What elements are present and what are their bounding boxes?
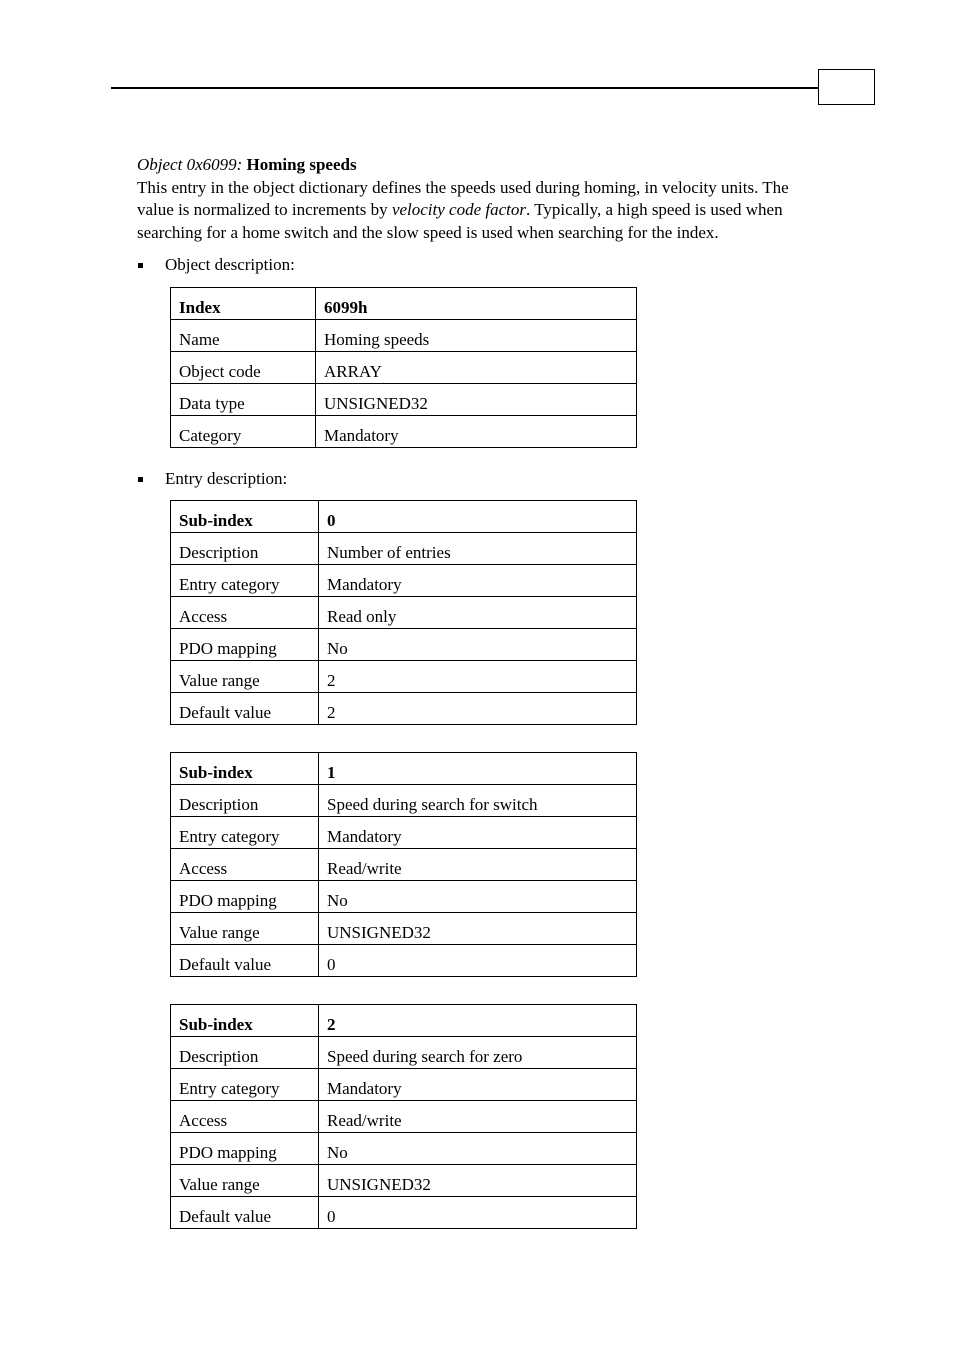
row-value: 0 (319, 1197, 637, 1229)
object-id: Object 0x6099: (137, 155, 243, 174)
row-value: UNSIGNED32 (319, 913, 637, 945)
entry-description-label: Entry description: (137, 468, 797, 491)
row-value: 2 (319, 1005, 637, 1037)
row-value: Read/write (319, 1101, 637, 1133)
intro-text-2: . Typically, a high speed is used when searching for a home switch and the slow speed is used when searching for the index. (137, 200, 783, 243)
table-row (171, 785, 637, 817)
table-spacer (137, 977, 797, 1004)
row-key: Description (171, 785, 319, 817)
row-key: Access (171, 1101, 319, 1133)
header-rule (111, 87, 819, 89)
row-key: Default value (171, 1197, 319, 1229)
row-key: PDO mapping (171, 881, 319, 913)
row-value: Mandatory (319, 817, 637, 849)
row-key: Sub-index (171, 501, 319, 533)
row-key: Entry category (171, 565, 319, 597)
row-value: Homing speeds (316, 319, 637, 351)
intro-emphasis: velocity code factor (391, 200, 526, 220)
row-key: Description (171, 533, 319, 565)
row-value: ARRAY (316, 351, 637, 383)
object-description-label: Object description: (137, 254, 797, 277)
table-row (171, 753, 637, 785)
table-row (171, 1197, 637, 1229)
row-key: Access (171, 849, 319, 881)
entry-table-subindex-0 (170, 500, 637, 725)
table-row (171, 1101, 637, 1133)
row-key: Object code (171, 351, 316, 383)
table-row (171, 1037, 637, 1069)
table-row (171, 501, 637, 533)
table-row (171, 817, 637, 849)
table-row (171, 383, 637, 415)
row-key: Category (171, 415, 316, 447)
row-value: Speed during search for zero (319, 1037, 637, 1069)
row-key: PDO mapping (171, 629, 319, 661)
row-value: No (319, 629, 637, 661)
row-value: No (319, 1133, 637, 1165)
row-value: 2 (319, 693, 637, 725)
table-row (171, 1069, 637, 1101)
entry-table-subindex-1 (170, 752, 637, 977)
row-key: Entry category (171, 1069, 319, 1101)
row-key: Value range (171, 661, 319, 693)
row-key: Index (171, 287, 316, 319)
row-key: Sub-index (171, 1005, 319, 1037)
table-row (171, 597, 637, 629)
entry-table-subindex-2 (170, 1004, 637, 1229)
row-key: Description (171, 1037, 319, 1069)
table-row (171, 945, 637, 977)
row-key: Data type (171, 383, 316, 415)
row-key: Default value (171, 693, 319, 725)
row-value: Mandatory (319, 565, 637, 597)
row-value: 0 (319, 501, 637, 533)
row-value: Mandatory (316, 415, 637, 447)
row-value: Mandatory (319, 1069, 637, 1101)
object-title: Homing speeds (246, 155, 357, 174)
intro-text-1: This entry in the object dictionary defines the speeds used during homing, in velocity units. The value is normalized to increments by (137, 177, 789, 220)
document-body (137, 154, 797, 1229)
table-row (171, 319, 637, 351)
row-value: No (319, 881, 637, 913)
row-key: Sub-index (171, 753, 319, 785)
table-row (171, 287, 637, 319)
row-key: Access (171, 597, 319, 629)
row-value: 6099h (316, 287, 637, 319)
row-value: UNSIGNED32 (319, 1165, 637, 1197)
table-row (171, 881, 637, 913)
row-key: Entry category (171, 817, 319, 849)
table-row (171, 693, 637, 725)
table-row (171, 661, 637, 693)
table-row (171, 913, 637, 945)
row-key: PDO mapping (171, 1133, 319, 1165)
row-value: Number of entries (319, 533, 637, 565)
table-row (171, 533, 637, 565)
object-table (170, 287, 637, 448)
row-key: Default value (171, 945, 319, 977)
table-row (171, 629, 637, 661)
row-value: 0 (319, 945, 637, 977)
row-value: Read only (319, 597, 637, 629)
row-value: Read/write (319, 849, 637, 881)
row-key: Name (171, 319, 316, 351)
table-row (171, 415, 637, 447)
table-row (171, 351, 637, 383)
table-row (171, 1133, 637, 1165)
row-value: 2 (319, 661, 637, 693)
table-row (171, 1165, 637, 1197)
table-row (171, 849, 637, 881)
row-key: Value range (171, 913, 319, 945)
intro-paragraph (137, 177, 797, 245)
page-number-box (818, 69, 875, 105)
table-row (171, 565, 637, 597)
row-value: Speed during search for switch (319, 785, 637, 817)
table-spacer (137, 725, 797, 752)
section-heading (137, 154, 797, 177)
table-row (171, 1005, 637, 1037)
row-key: Value range (171, 1165, 319, 1197)
row-value: 1 (319, 753, 637, 785)
row-value: UNSIGNED32 (316, 383, 637, 415)
